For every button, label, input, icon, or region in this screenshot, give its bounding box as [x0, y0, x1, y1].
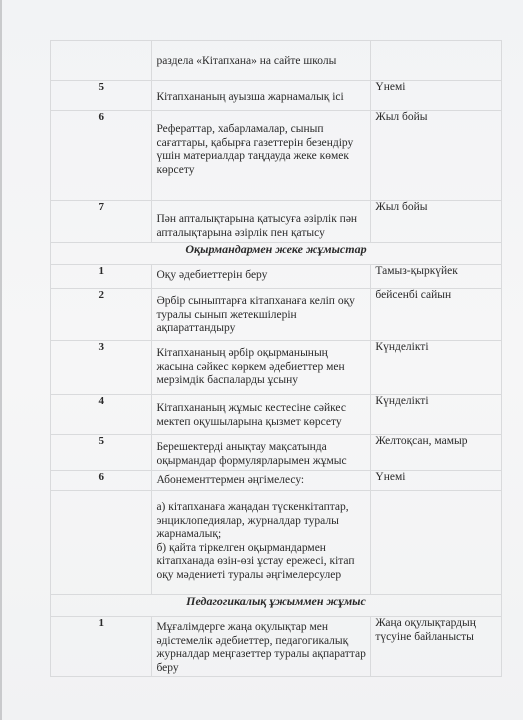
table-row — [51, 289, 502, 341]
row-term: Күнделікті — [371, 395, 502, 435]
row-term: бейсенбі сайын — [371, 289, 502, 341]
table-row — [51, 81, 502, 111]
row-activity: Пән апталықтарына қатысуға әзірлік пән апталықтарына әзірлік пен қатысу — [152, 201, 371, 243]
row-number: 1 — [51, 617, 152, 677]
row-number — [51, 491, 152, 595]
row-activity: а) кітапханаға жаңадан түскенкітаптар, энциклопедиялар, журналдар туралы жарнамалық; б) қайта тіркелген оқырмандармен кітапханада өзін-өзі ұстау ережесі, кітап оқу мәдениеті туралы әңгімелерсулер — [152, 491, 371, 595]
table-row — [51, 41, 502, 81]
row-activity: Рефераттар, хабарламалар, сынып сағаттары, қабырға газеттерін безендіру үшін материалдар таңдауда жеке көмек көрсету — [152, 111, 371, 201]
row-number: 1 — [51, 265, 152, 289]
table-row — [51, 491, 502, 595]
table-row — [51, 341, 502, 395]
table-row — [51, 111, 502, 201]
row-term: Күнделікті — [371, 341, 502, 395]
row-activity: Әрбір сыныптарға кітапханаға келіп оқу туралы сынып жетекшілерін ақпараттандыру — [152, 289, 371, 341]
row-term — [371, 491, 502, 595]
table-row — [51, 617, 502, 677]
row-number: 3 — [51, 341, 152, 395]
section-heading: Педагогикалық ұжыммен жұмыс — [51, 595, 502, 617]
table-row — [51, 471, 502, 491]
row-activity: Оқу әдебиеттерін беру — [152, 265, 371, 289]
row-activity: раздела «Кітапхана» на сайте школы — [152, 41, 371, 81]
row-activity: Мұғалімдерге жаңа оқулықтар мен әдістемелік әдебиеттер, педагогикалық журналдар меңгазеттер туралы ақпараттар беру — [152, 617, 371, 677]
plan-table — [50, 40, 502, 677]
row-number: 2 — [51, 289, 152, 341]
row-term: Жыл бойы — [371, 111, 502, 201]
table-row — [51, 265, 502, 289]
row-term: Үнемі — [371, 471, 502, 491]
row-number: 4 — [51, 395, 152, 435]
row-term: Үнемі — [371, 81, 502, 111]
scan-edge — [0, 0, 2, 720]
row-number: 6 — [51, 111, 152, 201]
row-term: Желтоқсан, мамыр — [371, 435, 502, 471]
section-heading: Оқырмандармен жеке жұмыстар — [51, 243, 502, 265]
row-activity: Абонементтермен әңгімелесу: — [152, 471, 371, 491]
row-number: 5 — [51, 435, 152, 471]
row-number: 6 — [51, 471, 152, 491]
table-row — [51, 201, 502, 243]
row-term — [371, 41, 502, 81]
table-row — [51, 395, 502, 435]
row-term: Жаңа оқулықтардың түсуіне байланысты — [371, 617, 502, 677]
row-activity: Кітапхананың ауызша жарнамалық ісі — [152, 81, 371, 111]
row-number: 7 — [51, 201, 152, 243]
row-activity: Кітапхананың жұмыс кестесіне сәйкес мектеп оқушыларына қызмет көрсету — [152, 395, 371, 435]
table-row — [51, 435, 502, 471]
section-row — [51, 595, 502, 617]
row-activity: Берешектерді анықтау мақсатында оқырмандар формулярларымен жұмыс — [152, 435, 371, 471]
row-activity: Кітапхананың әрбір оқырманының жасына сәйкес көркем әдебиеттер мен мерзімдік баспаларды ұсыну — [152, 341, 371, 395]
section-row — [51, 243, 502, 265]
row-term: Жыл бойы — [371, 201, 502, 243]
row-number: 5 — [51, 81, 152, 111]
row-term: Тамыз-қыркүйек — [371, 265, 502, 289]
row-number — [51, 41, 152, 81]
